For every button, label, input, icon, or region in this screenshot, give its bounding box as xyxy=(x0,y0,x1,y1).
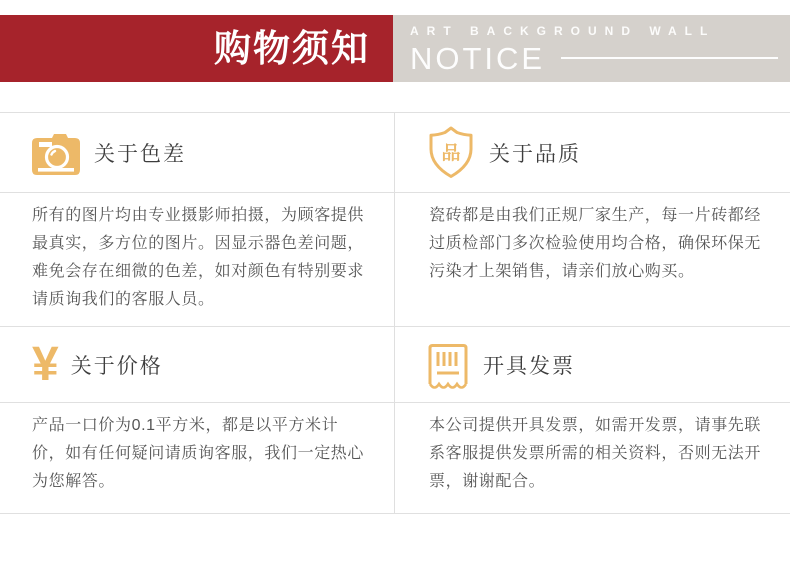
section-body-text: 所有的图片均由专业摄影师拍摄，为顾客提供最真实，多方位的图片。因显示器色差问题，难免会存在细微的色差，如对颜色有特别要求请质询我们的客服人员。 xyxy=(32,207,365,308)
decorative-line xyxy=(561,57,778,59)
section-header-invoice xyxy=(395,327,790,403)
shield-icon xyxy=(427,126,475,179)
shield-glyph: 品 xyxy=(441,143,461,164)
section-body-text: 瓷砖都是由我们正规厂家生产，每一片砖都经过质检部门多次检验使用均合格，确保环保无污染才上架销售，请亲们放心购买。 xyxy=(429,207,762,280)
banner-subtitle-block xyxy=(393,15,790,82)
section-header-price xyxy=(0,327,395,403)
section-body-text: 本公司提供开具发票，如需开发票，请事先联系客服提供发票所需的相关资料，否则无法开票，谢谢配合。 xyxy=(429,417,762,490)
section-body-price xyxy=(0,403,395,513)
section-header-color-difference xyxy=(0,113,395,193)
section-header-quality xyxy=(395,113,790,193)
banner-notice-row xyxy=(410,40,790,76)
banner-title-block xyxy=(0,15,393,82)
receipt-icon xyxy=(427,340,469,390)
section-title: 开具发票 xyxy=(483,354,575,378)
section-title: 关于色差 xyxy=(94,142,186,166)
page-title: 购物须知 xyxy=(214,28,370,69)
section-body-color-difference xyxy=(0,193,395,327)
notice-grid xyxy=(0,112,790,514)
yuan-glyph: ¥ xyxy=(32,337,59,391)
camera-icon xyxy=(32,131,80,175)
section-body-text: 产品一口价为0.1平方米，都是以平方米计价，如有任何疑问请质询客服，我们一定热心为您解答。 xyxy=(32,417,365,490)
yuan-icon xyxy=(32,337,59,391)
banner-subtitle-top: ART BACKGROUND WALL xyxy=(410,23,716,38)
banner-subtitle-notice: NOTICE xyxy=(410,40,546,76)
section-body-invoice xyxy=(395,403,790,513)
section-title: 关于价格 xyxy=(70,354,163,378)
section-title: 关于品质 xyxy=(489,142,581,166)
page-banner xyxy=(0,15,790,82)
section-body-quality xyxy=(395,193,790,327)
